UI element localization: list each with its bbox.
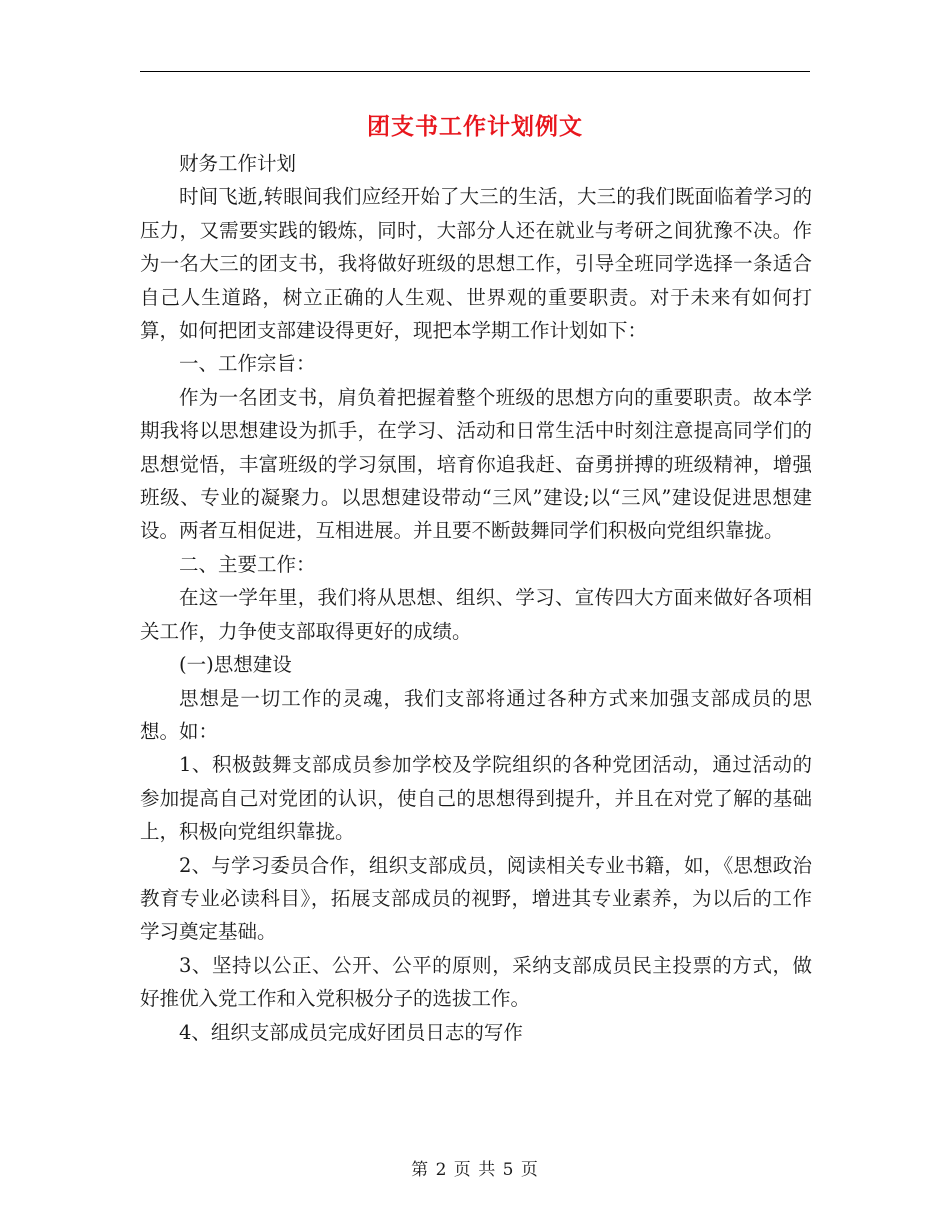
heading-purpose: 一、工作宗旨： — [179, 352, 316, 376]
paragraph-ideology: 思想是一切工作的灵魂，我们支部将通过各种方式来加强支部成员的思想。如： — [140, 686, 812, 743]
list-item-4: 4、组织支部成员完成好团员日志的写作 — [179, 1020, 523, 1044]
paragraph-purpose: 作为一名团支书，肩负着把握着整个班级的思想方向的重要职责。故本学期我将以思想建设为抓手，在学习、活动和日常生活中时刻注意提高同学们的思想觉悟，丰富班级的学习氛围，培育你追我赶、奋勇拼搏的班级精神，增强班级、专业的凝聚力。以思想建设带动“三风”建设;以“三风”建设促进思想建设。两者互相促进，互相进展。并且要不断鼓舞同学们积极向党组织靠拢。 — [140, 385, 812, 543]
page-number: 第 2 页 共 5 页 — [411, 1160, 539, 1180]
document-title: 团支书工作计划例文 — [367, 113, 583, 140]
paragraph-intro: 时间飞逝,转眼间我们应经开始了大三的生活，大三的我们既面临着学习的压力，又需要实践的锻炼，同时，大部分人还在就业与考研之间犹豫不决。作为一名大三的团支书，我将做好班级的思想工作，引导全班同学选择一条适合自己人生道路，树立正确的人生观、世界观的重要职责。对于未来有如何打算，如何把团支部建设得更好，现把本学期工作计划如下： — [140, 185, 812, 343]
header-rule — [140, 71, 810, 72]
list-item-3: 3、坚持以公正、公开、公平的原则，采纳支部成员民主投票的方式，做好推优入党工作和入党积极分子的选拔工作。 — [140, 953, 812, 1011]
list-item-2: 2、与学习委员合作，组织支部成员，阅读相关专业书籍，如，《思想政治教育专业必读科目》，拓展支部成员的视野，增进其专业素养，为以后的工作学习奠定基础。 — [140, 853, 812, 944]
paragraph-main-work: 在这一学年里，我们将从思想、组织、学习、宣传四大方面来做好各项相关工作，力争使支部取得更好的成绩。 — [140, 586, 812, 643]
heading-ideology: (一)思想建设 — [179, 653, 292, 677]
paragraph-section-label: 财务工作计划 — [179, 152, 297, 175]
document-body — [140, 147, 812, 1049]
list-item-1: 1、积极鼓舞支部成员参加学校及学院组织的各种党团活动，通过活动的参加提高自己对党团的认识，使自己的思想得到提升，并且在对党了解的基础上，积极向党组织靠拢。 — [140, 753, 812, 844]
heading-main-work: 二、主要工作： — [179, 552, 316, 576]
